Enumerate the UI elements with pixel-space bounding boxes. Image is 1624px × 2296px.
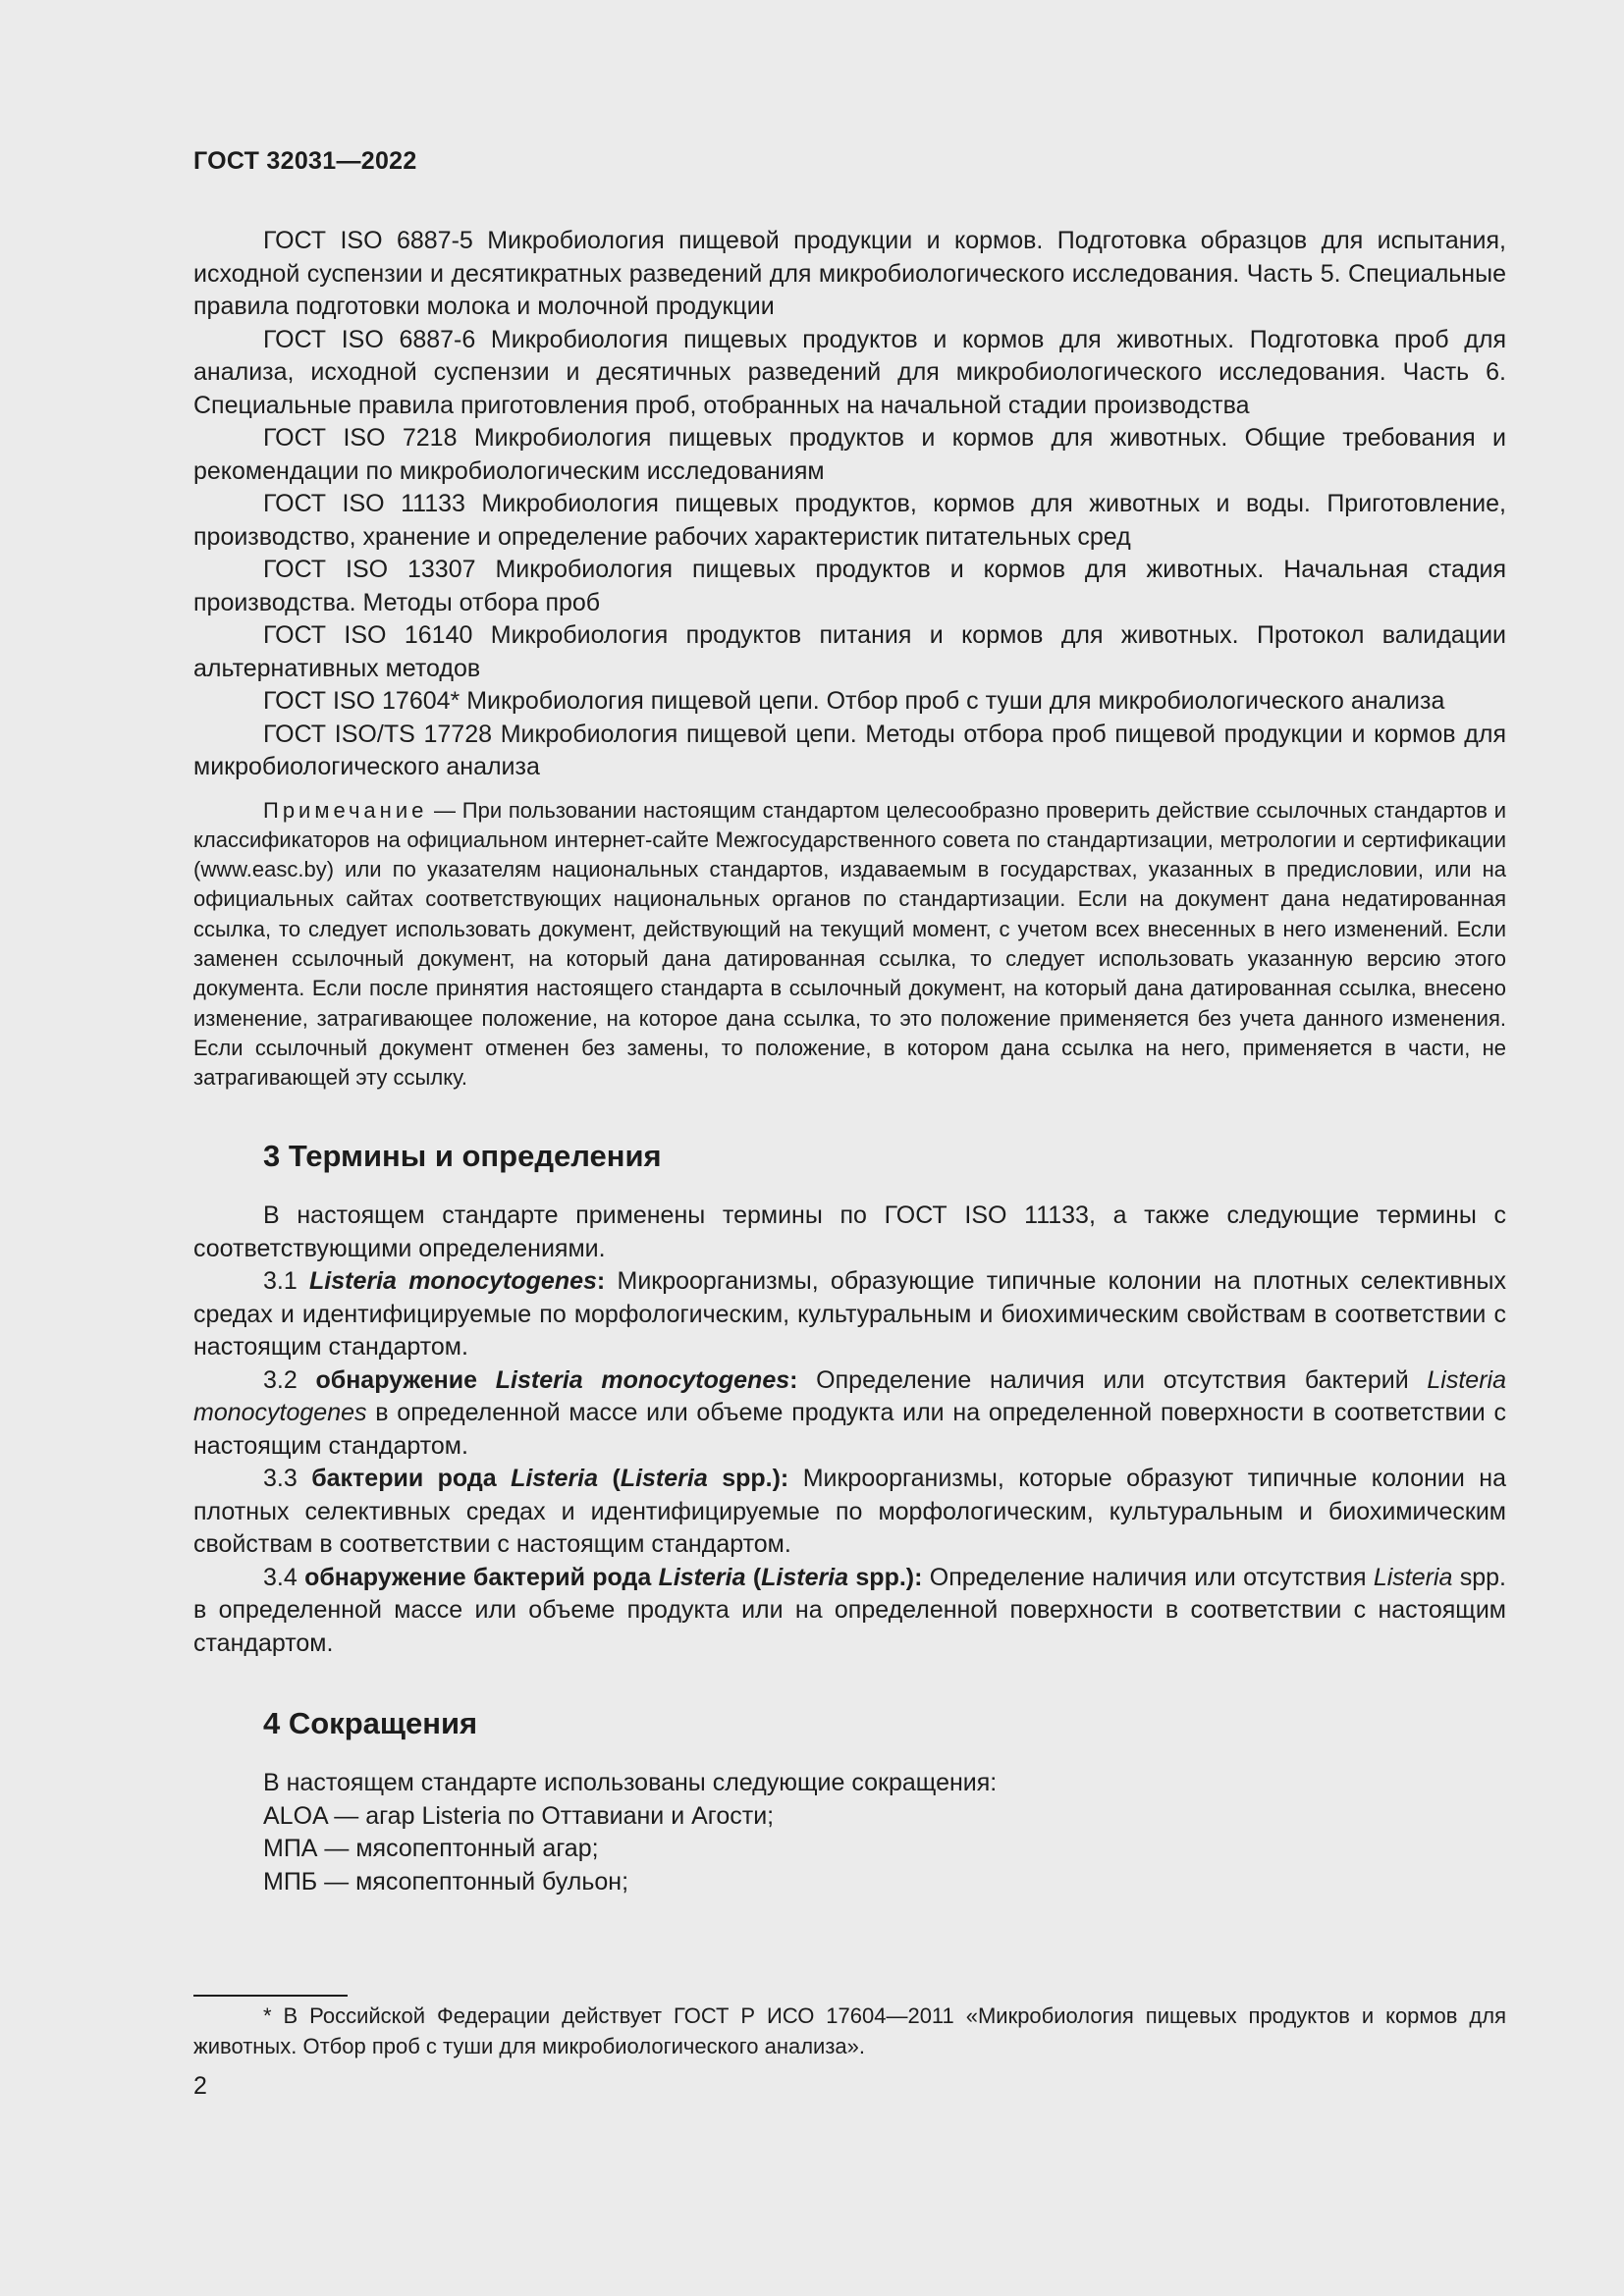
note-label: Примечание — [263, 797, 428, 823]
reference-item: ГОСТ ISO 17604* Микробиология пищевой цепи. Отбор проб с туши для микробиологического анализа — [263, 687, 1445, 715]
term-name: обнаружение бактерий рода — [304, 1563, 659, 1591]
term-name-italic: Listeria — [658, 1563, 746, 1591]
term-name: ( — [598, 1465, 621, 1493]
term-3-4 — [193, 1562, 1506, 1661]
reference-item: ГОСТ ISO 11133 Микробиология пищевых продуктов, кормов для животных и воды. Приготовление, производство, хранение и определение рабочих характеристик питательных сред — [193, 490, 1506, 551]
page-content — [193, 225, 1506, 1898]
term-name: Listeria monocytogenes — [309, 1267, 597, 1296]
note-text: — При пользовании настоящим стандартом целесообразно проверить действие ссылочных стандартов и классификаторов на официальном интернет-сайте Межгосударственного совета по стандартизации, метрологии и сертификации (www.easc.by) или по указателям национальных стандартов, издаваемым в государствах, указанных в предисловии, или на официальных сайтах соответствующих национальных органов по стандартизации. Если на документ дана недатированная ссылка, то следует использовать документ, действующий на текущий момент, с учетом всех внесенных в него изменений. Если заменен ссылочный документ, на который дана датированная ссылка, то следует использовать указанную версию этого документа. Если после принятия настоящего стандарта в ссылочный документ, на который дана датированная ссылка, внесено изменение, затрагивающее положение, на которое дана ссылка, то это положение применяется без учета данного изменения. Если ссылочный документ отменен без замены, то положение, в котором дана ссылка на него, применяется в части, не затрагивающей эту ссылку. — [193, 797, 1506, 1091]
term-name-italic: Listeria monocytogenes — [495, 1365, 790, 1394]
term-name: обнаружение — [315, 1365, 496, 1394]
term-name: бактерии рода — [311, 1465, 512, 1493]
reference-item: ГОСТ ISO 6887-6 Микробиология пищевых продуктов и кормов для животных. Подготовка проб для анализа, исходной суспензии и десятичных разведений для микробиологического исследования. Часть 6. Специальные правила приготовления проб, отобранных на начальной стадии производства — [193, 325, 1506, 419]
document-code-header: ГОСТ 32031—2022 — [193, 147, 417, 175]
term-number: 3.2 — [263, 1365, 316, 1394]
term-definition-italic: Listeria monocytogenes — [193, 1365, 1506, 1427]
term-definition: Микроорганизмы, которые образуют типичные колонии на плотных селективных средах и идентифицируемые по морфологическим, культуральным и биохимическим свойствам в соответствии с настоящим стандартом. — [193, 1465, 1506, 1559]
term-colon: : — [789, 1365, 798, 1394]
reference-item: ГОСТ ISO 7218 Микробиология пищевых продуктов и кормов для животных. Общие требования и рекомендации по микробиологическим исследованиям — [193, 424, 1506, 485]
reference-item: ГОСТ ISO 13307 Микробиология пищевых продуктов и кормов для животных. Начальная стадия производства. Методы отбора проб — [193, 556, 1506, 616]
term-name-italic: Listeria — [511, 1465, 599, 1493]
term-name: spp.): — [707, 1465, 789, 1493]
term-name: ( — [745, 1563, 762, 1591]
term-definition: Микроорганизмы, образующие типичные колонии на плотных селективных средах и идентифицируемые по морфологическим, культуральным и биохимическим свойствам в соответствии с настоящим стандартом. — [193, 1267, 1506, 1362]
term-definition-italic: Listeria — [1373, 1563, 1453, 1591]
term-definition: Определение наличия или отсутствия бактерий — [797, 1365, 1428, 1394]
term-3-1 — [193, 1265, 1506, 1364]
section-3-title: 3 Термины и определения — [263, 1139, 662, 1174]
page-number: 2 — [193, 2072, 207, 2100]
term-3-3 — [193, 1463, 1506, 1562]
term-name: spp.): — [848, 1563, 923, 1591]
footnote-divider — [193, 1995, 348, 1997]
reference-item: ГОСТ ISO/TS 17728 Микробиология пищевой цепи. Методы отбора проб пищевой продукции и кормов для микробиологического анализа — [193, 720, 1506, 780]
footnote-text: * В Российской Федерации действует ГОСТ Р ИСО 17604—2011 «Микробиология пищевых продуктов и кормов для животных. Отбор проб с туши для микробиологического анализа». — [193, 2003, 1506, 2058]
term-3-2 — [193, 1364, 1506, 1464]
term-colon: : — [596, 1267, 606, 1296]
term-definition: spp. в определенной массе или объеме продукта или на определенной поверхности в соответствии с настоящим стандартом. — [193, 1563, 1506, 1657]
term-name-italic: Listeria — [761, 1563, 849, 1591]
term-definition: Определение наличия или отсутствия — [922, 1563, 1374, 1591]
abbreviation-line: МПА — мясопептонный агар; — [263, 1835, 599, 1863]
abbreviation-line: МПБ — мясопептонный бульон; — [263, 1867, 629, 1896]
term-name-italic: Listeria — [620, 1465, 708, 1493]
term-number: 3.4 — [263, 1563, 305, 1591]
reference-item: ГОСТ ISO 6887-5 Микробиология пищевой продукции и кормов. Подготовка образцов для испытания, исходной суспензии и десятикратных разведений для микробиологического исследования. Часть 5. Специальные правила подготовки молока и молочной продукции — [193, 227, 1506, 320]
section-3-intro: В настоящем стандарте применены термины по ГОСТ ISO 11133, а также следующие термины с соответствующими определениями. — [193, 1201, 1506, 1262]
term-number: 3.1 — [263, 1267, 310, 1296]
footnote — [193, 2001, 1506, 2061]
reference-item: ГОСТ ISO 16140 Микробиология продуктов питания и кормов для животных. Протокол валидации альтернативных методов — [193, 621, 1506, 682]
term-number: 3.3 — [263, 1465, 312, 1493]
section-4-title: 4 Сокращения — [263, 1706, 478, 1741]
abbreviation-line: ALOA — агар Listeria по Оттавиани и Агости; — [263, 1801, 775, 1830]
abbreviation-line: В настоящем стандарте использованы следующие сокращения: — [263, 1769, 998, 1797]
note-paragraph — [193, 796, 1506, 1094]
term-definition: в определенной массе или объеме продукта или на определенной поверхности в соответствии с настоящим стандартом. — [193, 1399, 1506, 1460]
